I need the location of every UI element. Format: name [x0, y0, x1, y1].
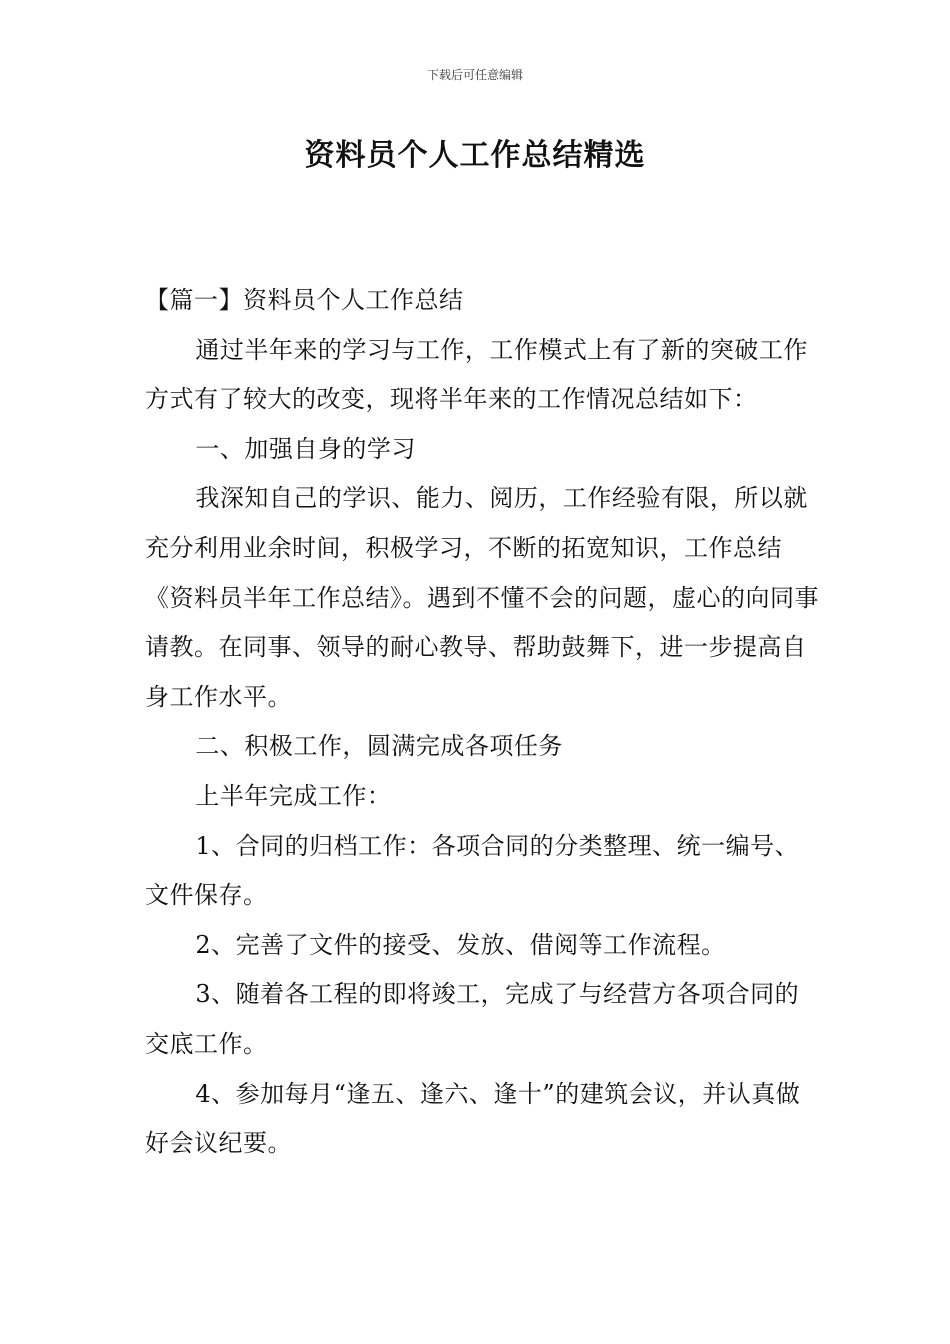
list-item-2: 2、完善了文件的接受、发放、借阅等工作流程。	[195, 930, 726, 959]
paragraph-study: 我深知自己的学识、能力、阅历，工作经验有限，所以就充分利用业余时间，积极学习，不断的拓宽知识，工作总结《资料员半年工作总结》。遇到不懂不会的问题，虚心的向同事请教。在同事、领导的耐心教导、帮助鼓舞下，进一步提高自身工作水平。	[145, 484, 819, 711]
list-item-3: 3、随着各工程的即将竣工，完成了与经营方各项合同的交底工作。	[145, 980, 800, 1058]
paragraph-intro: 通过半年来的学习与工作，工作模式上有了新的突破工作方式有了较大的改变，现将半年来的工作情况总结如下：	[145, 335, 808, 414]
heading-work: 二、积极工作，圆满完成各项任务	[195, 732, 563, 761]
header-note: 下载后可任意编辑	[426, 68, 523, 82]
heading-study: 一、加强自身的学习	[195, 434, 416, 463]
section-heading: 【篇一】资料员个人工作总结	[145, 286, 464, 314]
document-body	[145, 276, 820, 1169]
list-item-4: 4、参加每月“逢五、逢六、逢十”的建筑会议，并认真做好会议纪要。	[145, 1079, 801, 1158]
document-title: 资料员个人工作总结精选	[304, 138, 646, 173]
paragraph-first-half: 上半年完成工作：	[195, 781, 392, 810]
list-item-1: 1、合同的归档工作：各项合同的分类整理、统一编号、文件保存。	[145, 831, 800, 910]
